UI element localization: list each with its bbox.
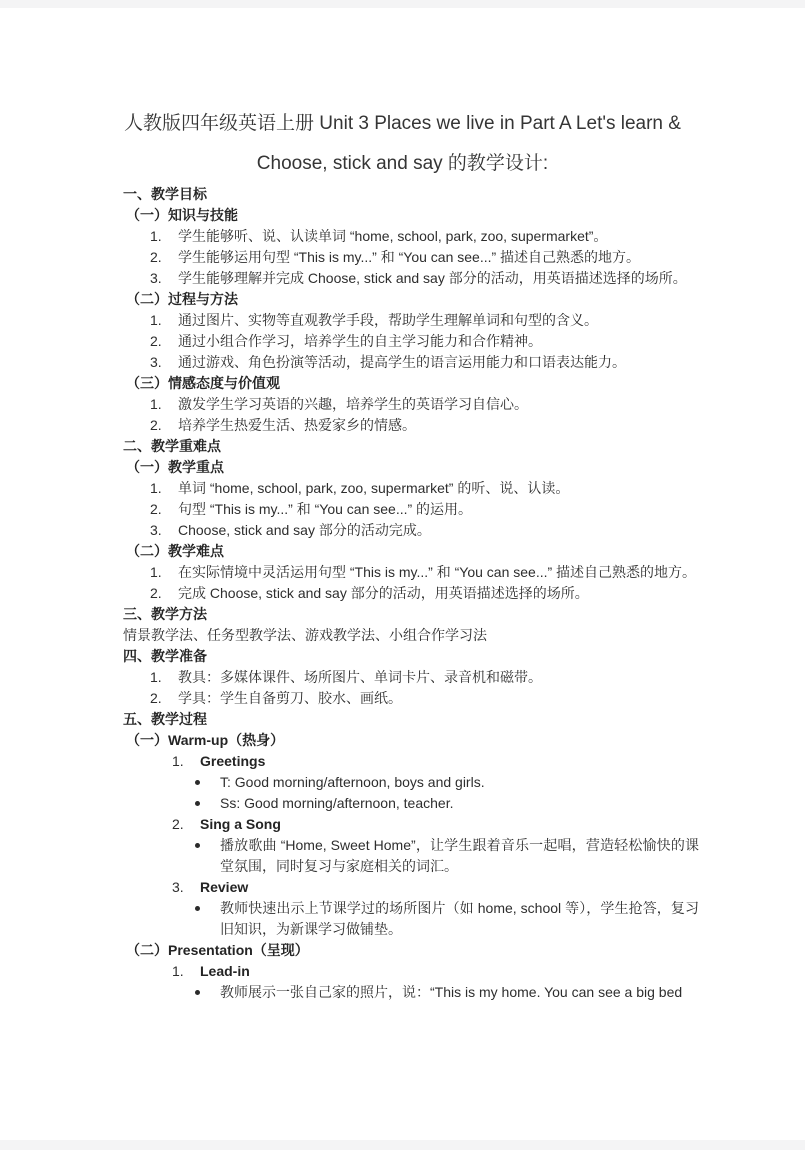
item-number: 2. [150, 333, 162, 349]
step-item [123, 877, 699, 898]
section-heading: 二、教学重难点 [123, 438, 221, 454]
document-body [0, 184, 805, 1003]
numbered-item [123, 352, 699, 373]
subsection-heading: （一）知识与技能 [126, 207, 238, 223]
document-title-line2: Choose, stick and say 的教学设计: [256, 153, 549, 174]
item-number: 1. [150, 564, 162, 580]
subsection-heading: （一）教学重点 [126, 459, 224, 475]
subsection-heading: （二）Presentation（呈现） [126, 942, 309, 958]
numbered-item [123, 499, 699, 520]
bullet-text: T: Good morning/afternoon, boys and girls. [220, 774, 485, 790]
numbered-item [123, 394, 699, 415]
item-number: 1. [150, 228, 162, 244]
bullet-item [123, 772, 699, 793]
bullet-text: Ss: Good morning/afternoon, teacher. [220, 795, 454, 811]
item-number: 3. [150, 522, 162, 538]
item-number: 3. [150, 270, 162, 286]
item-text: 学具：学生自备剪刀、胶水、画纸。 [178, 690, 402, 706]
item-number: 1. [150, 669, 162, 685]
numbered-item [123, 247, 699, 268]
numbered-item [123, 310, 699, 331]
numbered-item [123, 268, 699, 289]
item-number: 1. [150, 480, 162, 496]
bullet-item [123, 898, 699, 940]
numbered-item [123, 562, 699, 583]
item-number: 2. [150, 501, 162, 517]
subsection-heading: （二）教学难点 [126, 543, 224, 559]
paragraph: 情景教学法、任务型教学法、游戏教学法、小组合作学习法 [123, 627, 487, 643]
subsection-heading: （一）Warm-up（热身） [126, 732, 285, 748]
numbered-item [123, 667, 699, 688]
bullet-text: 教师展示一张自己家的照片，说：“This is my home. You can see a big bed [220, 984, 683, 1000]
section-heading: 三、教学方法 [123, 606, 207, 622]
bullet-icon [195, 906, 200, 911]
item-text: 完成 Choose, stick and say 部分的活动，用英语描述选择的场所。 [178, 585, 589, 601]
item-number: 2. [150, 417, 162, 433]
item-number: 2. [150, 585, 162, 601]
document-title [0, 104, 805, 184]
item-text: Review [200, 879, 249, 895]
item-number: 1. [150, 312, 162, 328]
item-number: 2. [150, 690, 162, 706]
bullet-item [123, 835, 699, 877]
item-text: 培养学生热爱生活、热爱家乡的情感。 [178, 417, 416, 433]
subsection-heading: （三）情感态度与价值观 [126, 375, 280, 391]
item-number: 2. [150, 249, 162, 265]
section-heading: 五、教学过程 [123, 711, 207, 727]
document-page [0, 8, 805, 1140]
bullet-text: 教师快速出示上节课学过的场所图片（如 home, school 等），学生抢答，复习旧知识，为新课学习做铺垫。 [220, 900, 699, 937]
item-text: Choose, stick and say 部分的活动完成。 [178, 522, 431, 538]
bullet-icon [195, 801, 200, 806]
item-number: 3. [150, 354, 162, 370]
numbered-item [123, 331, 699, 352]
item-text: 通过小组合作学习，培养学生的自主学习能力和合作精神。 [178, 333, 542, 349]
step-item [123, 751, 699, 772]
bullet-item [123, 793, 699, 814]
item-text: Greetings [200, 753, 266, 769]
item-text: Sing a Song [200, 816, 281, 832]
numbered-item [123, 415, 699, 436]
section-heading: 四、教学准备 [123, 648, 207, 664]
step-item [123, 814, 699, 835]
bullet-icon [195, 990, 200, 995]
bullet-icon [195, 843, 200, 848]
numbered-item [123, 583, 699, 604]
item-number: 3. [172, 879, 184, 895]
bullet-text: 播放歌曲 “Home, Sweet Home”，让学生跟着音乐一起唱，营造轻松愉快的课堂氛围，同时复习与家庭相关的词汇。 [220, 837, 699, 874]
item-number: 1. [172, 963, 184, 979]
numbered-item [123, 226, 699, 247]
document-title-line1: 人教版四年级英语上册 Unit 3 Places we live in Part A Let's learn & [124, 113, 681, 134]
item-text: 单词 “home, school, park, zoo, supermarket” 的听、说、认读。 [178, 480, 570, 496]
item-text: 学生能够理解并完成 Choose, stick and say 部分的活动，用英语描述选择的场所。 [178, 270, 687, 286]
numbered-item [123, 478, 699, 499]
item-text: 句型 “This is my...” 和 “You can see...” 的运用。 [178, 501, 473, 517]
item-text: 学生能够运用句型 “This is my...” 和 “You can see...” 描述自己熟悉的地方。 [178, 249, 641, 265]
item-number: 1. [172, 753, 184, 769]
item-text: 教具：多媒体课件、场所图片、单词卡片、录音机和磁带。 [178, 669, 542, 685]
bullet-icon [195, 780, 200, 785]
item-text: 学生能够听、说、认读单词 “home, school, park, zoo, supermarket”。 [178, 228, 608, 244]
item-text: 在实际情境中灵活运用句型 “This is my...” 和 “You can see...” 描述自己熟悉的地方。 [178, 564, 697, 580]
step-item [123, 961, 699, 982]
section-heading: 一、教学目标 [123, 186, 207, 202]
numbered-item [123, 688, 699, 709]
item-number: 2. [172, 816, 184, 832]
item-text: 激发学生学习英语的兴趣，培养学生的英语学习自信心。 [178, 396, 528, 412]
subsection-heading: （二）过程与方法 [126, 291, 238, 307]
bullet-item [123, 982, 699, 1003]
item-text: 通过图片、实物等直观教学手段，帮助学生理解单词和句型的含义。 [178, 312, 598, 328]
item-text: Lead-in [200, 963, 250, 979]
item-text: 通过游戏、角色扮演等活动，提高学生的语言运用能力和口语表达能力。 [178, 354, 626, 370]
numbered-item [123, 520, 699, 541]
item-number: 1. [150, 396, 162, 412]
